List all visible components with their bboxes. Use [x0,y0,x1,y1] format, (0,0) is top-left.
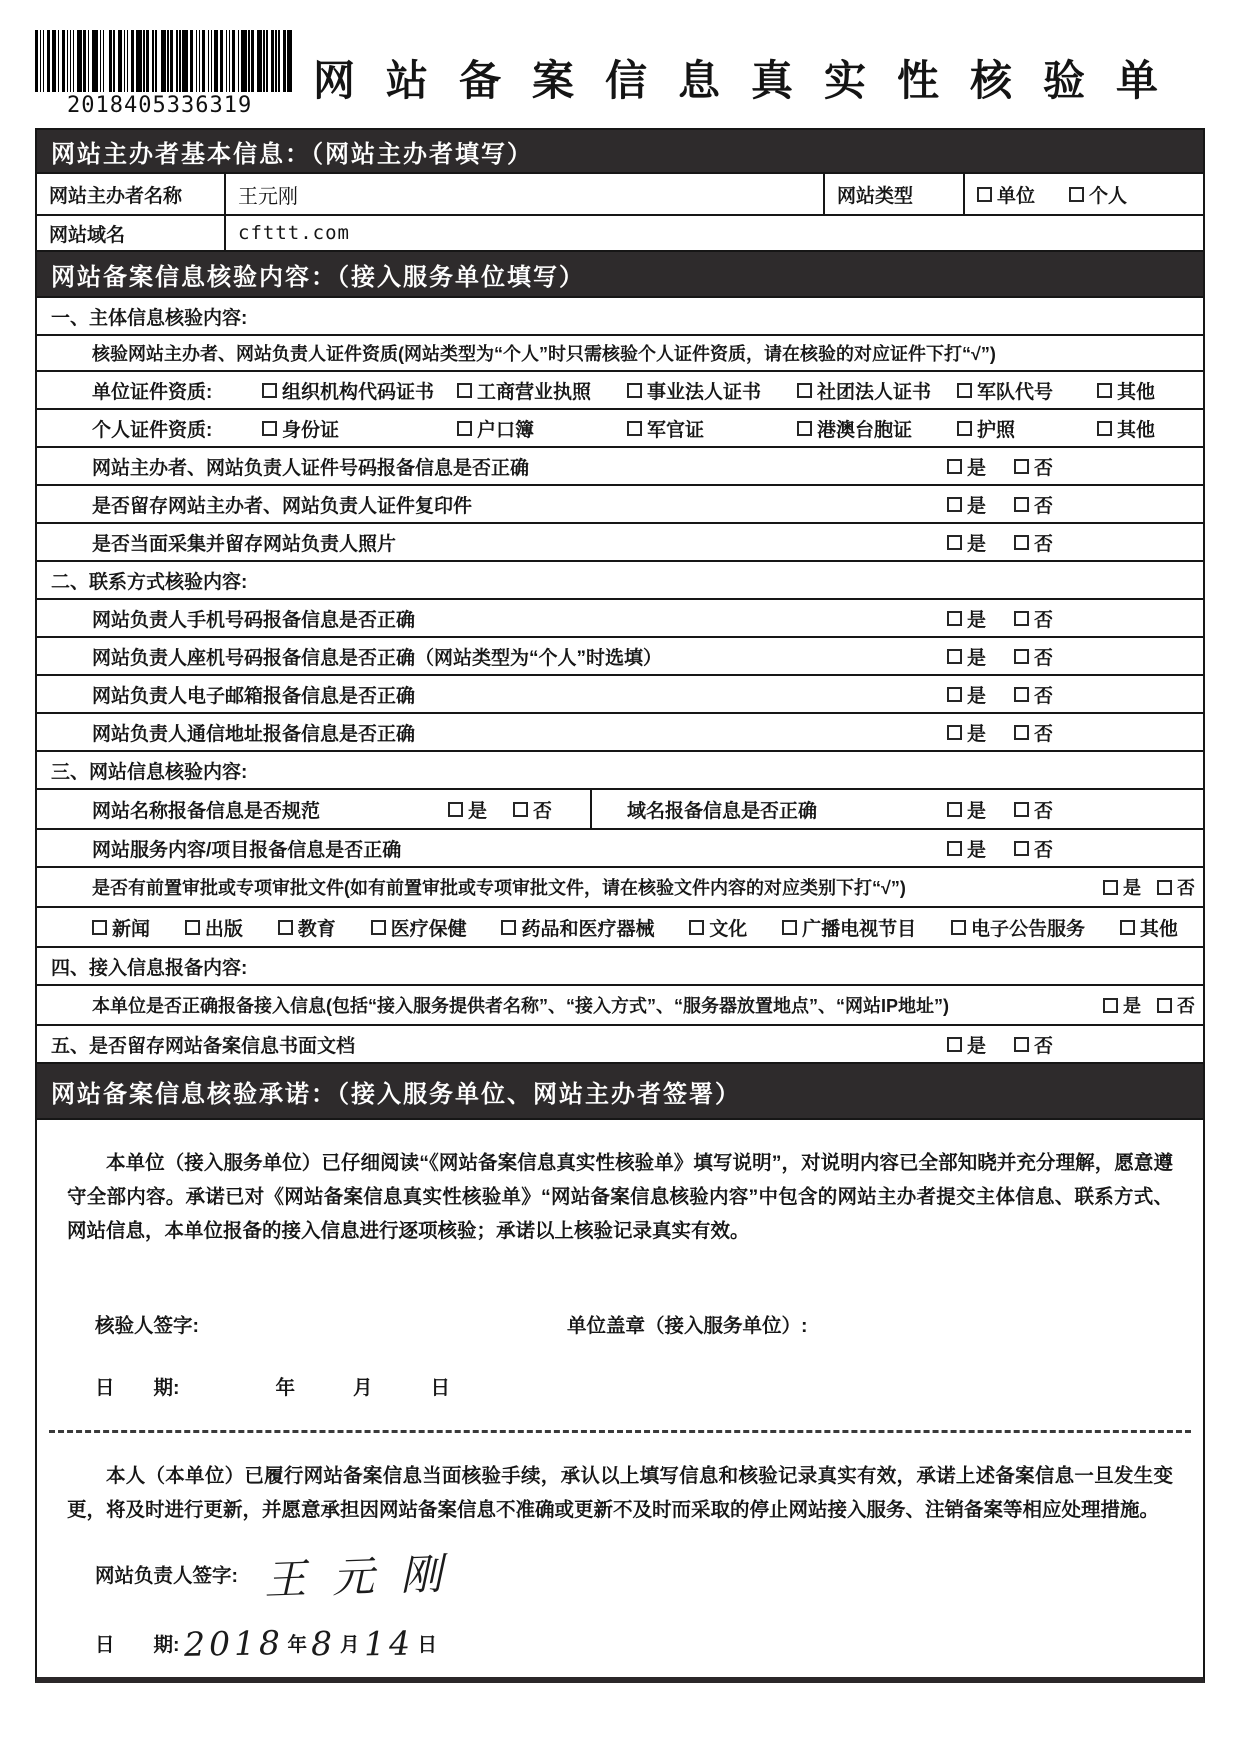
owner-sign-label: 网站负责人签字: [95,1565,238,1587]
checkbox-icon[interactable] [957,383,972,398]
question-domain-correct: 域名报备信息是否正确 是 否 [592,790,1203,828]
subsection-5-question: 五、是否留存网站备案信息书面文档 是 否 [37,1024,1203,1062]
checkbox-site-type-unit[interactable]: 单位 [977,181,1035,208]
checkbox-personal-cert-hukou[interactable]: 户口簿 [457,415,627,442]
question-sitename-domain-row [37,788,1203,828]
question-photo: 是否当面采集并留存网站负责人照片 是 否 [37,522,1203,560]
checkbox-icon[interactable] [513,802,528,817]
yes-no-group [1103,992,1195,1018]
handwritten-year-value[interactable]: 2018 [183,1622,284,1664]
checkbox-icon[interactable] [947,497,962,512]
checkbox-icon[interactable] [1014,687,1029,702]
checkbox-icon[interactable] [947,802,962,817]
checkbox-icon[interactable] [1069,187,1084,202]
checkbox-icon[interactable] [951,920,966,935]
checkbox-cat-drugs-devices[interactable]: 药品和医疗器械 [501,914,654,941]
checkbox-yes[interactable]: 是 [947,1031,986,1058]
checkbox-unit-cert-social-group[interactable]: 社团法人证书 [797,377,957,404]
checkbox-yes[interactable]: 是 [1103,992,1141,1018]
checkbox-icon[interactable] [947,649,962,664]
checkbox-cat-healthcare[interactable]: 医疗保健 [371,914,467,941]
verifier-sign-row [67,1310,1173,1338]
subsection-2-title: 二、联系方式核验内容: [37,560,1203,598]
subsection-4-title: 四、接入信息报备内容: [37,946,1203,984]
yes-no-group [947,643,1053,670]
checkbox-icon[interactable] [797,421,812,436]
form-table [35,128,1205,1683]
handwritten-month-value[interactable]: 8 [310,1623,337,1663]
question-cert-number: 网站主办者、网站负责人证件号码报备信息是否正确 是 否 [37,446,1203,484]
checkbox-no[interactable]: 否 [1014,1031,1053,1058]
checkbox-icon[interactable] [262,383,277,398]
checkbox-icon[interactable] [947,725,962,740]
personal-cert-row [37,408,1203,446]
checkbox-icon[interactable] [371,920,386,935]
checkbox-icon[interactable] [185,920,200,935]
checkbox-yes[interactable]: 是 [947,719,986,746]
verifier-date-row [67,1372,1173,1400]
checkbox-icon[interactable] [501,920,516,935]
checkbox-icon[interactable] [1014,459,1029,474]
checkbox-unit-cert-org-code[interactable]: 组织机构代码证书 [262,377,457,404]
owner-sign-row [67,1541,1173,1607]
approval-category-row [37,906,1203,946]
checkbox-no[interactable]: 否 [1014,491,1053,518]
checkbox-icon[interactable] [1157,998,1172,1013]
commitment-paragraph-1: 本单位（接入服务单位）已仔细阅读“《网站备案信息真实性核验单》填写说明”，对说明内容已全部知晓并充分理解，愿意遵守全部内容。承诺已对《网站备案信息真实性核验单》“网站备案信息核验内容”中包含的网站主办者提交主体信息、联系方式、网站信息，本单位报备的接入信息进行逐项核验；承诺以上核验记录真实有效。 [67,1152,1173,1242]
commitment-section [37,1118,1203,1677]
domain-label: 网站域名 [49,224,126,246]
checkbox-yes[interactable]: 是 [947,529,986,556]
question-pre-approval: 是否有前置审批或专项审批文件(如有前置审批或专项审批文件，请在核验文件内容的对应类别下打“√”) 是 否 [37,866,1203,906]
checkbox-icon[interactable] [957,421,972,436]
checkbox-yes[interactable]: 是 [947,835,986,862]
page-header [35,22,1205,122]
checkbox-yes[interactable]: 是 [947,453,986,480]
checkbox-icon[interactable] [797,383,812,398]
checkbox-icon[interactable] [262,421,277,436]
checkbox-icon[interactable] [1103,880,1118,895]
checkbox-icon[interactable] [782,920,797,935]
barcode-bars-icon [35,30,290,92]
yes-no-group [947,681,1053,708]
yes-no-group [947,491,1053,518]
yes-no-group [448,796,552,823]
checkbox-icon[interactable] [689,920,704,935]
checkbox-icon[interactable] [947,535,962,550]
checkbox-no[interactable]: 否 [1014,605,1053,632]
checkbox-icon[interactable] [1014,649,1029,664]
checkbox-no[interactable]: 否 [1014,719,1053,746]
unit-seal-label: 单位盖章（接入服务单位）: [567,1315,808,1337]
unit-cert-label: 单位证件资质: [92,381,213,403]
owner-signature-handwritten[interactable]: 王元刚 [263,1548,469,1605]
checkbox-icon[interactable] [627,421,642,436]
checkbox-icon[interactable] [1097,383,1112,398]
checkbox-unit-cert-business-license[interactable]: 工商营业执照 [457,377,627,404]
cert-qualification-note: 核验网站主办者、网站负责人证件资质(网站类型为“个人”时只需核验个人证件资质，请在核验的对应证件下打“√”) [37,334,1203,370]
checkbox-icon[interactable] [627,383,642,398]
checkbox-cat-publishing[interactable]: 出版 [185,914,243,941]
checkbox-no[interactable]: 否 [1014,453,1053,480]
checkbox-cat-culture[interactable]: 文化 [689,914,747,941]
year-word: 年 [287,1634,307,1656]
date-label: 日 期: [95,1377,180,1399]
checkbox-yes[interactable]: 是 [448,796,487,823]
checkbox-icon[interactable] [1120,920,1135,935]
question-address: 网站负责人通信地址报备信息是否正确 是 否 [37,712,1203,750]
checkbox-cat-other[interactable]: 其他 [1120,914,1178,941]
checkbox-icon[interactable] [1157,880,1172,895]
checkbox-no[interactable]: 否 [1014,529,1053,556]
year-word: 年 [275,1377,296,1399]
question-access-info: 本单位是否正确报备接入信息(包括“接入服务提供者名称”、“接入方式”、“服务器放置地点”、“网站IP地址”) 是 否 [37,984,1203,1024]
checkbox-icon[interactable] [947,687,962,702]
owner-name-value[interactable]: 王元刚 [224,174,823,214]
question-mobile: 网站负责人手机号码报备信息是否正确 是 否 [37,598,1203,636]
checkbox-yes[interactable]: 是 [947,643,986,670]
checkbox-icon[interactable] [457,383,472,398]
yes-no-group [947,453,1053,480]
section-header-verification: 网站备案信息核验内容：（接入服务单位填写） [37,250,1203,296]
checkbox-no[interactable]: 否 [513,796,552,823]
date-label: 日 期: [95,1634,180,1656]
owner-name-label: 网站主办者名称 [49,185,183,207]
checkbox-yes[interactable]: 是 [947,796,986,823]
checkbox-no[interactable]: 否 [1014,796,1053,823]
barcode-number: 2018405336319 [67,93,253,118]
checkbox-personal-cert-passport[interactable]: 护照 [957,415,1097,442]
yes-no-group [947,835,1053,862]
checkbox-icon[interactable] [947,841,962,856]
checkbox-no[interactable]: 否 [1157,874,1195,900]
checkbox-icon[interactable] [457,421,472,436]
checkbox-icon[interactable] [1014,611,1029,626]
checkbox-yes[interactable]: 是 [947,681,986,708]
checkbox-icon[interactable] [977,187,992,202]
checkbox-icon[interactable] [1014,497,1029,512]
checkbox-no[interactable]: 否 [1014,835,1053,862]
yes-no-group [947,719,1053,746]
checkbox-icon[interactable] [1014,535,1029,550]
domain-row [37,214,1203,250]
checkbox-cat-education[interactable]: 教育 [278,914,336,941]
checkbox-icon[interactable] [947,459,962,474]
checkbox-no[interactable]: 否 [1157,992,1195,1018]
checkbox-cat-bbs[interactable]: 电子公告服务 [951,914,1085,941]
yes-no-group [947,1031,1053,1058]
question-landline: 网站负责人座机号码报备信息是否正确（网站类型为“个人”时选填） 是 否 [37,636,1203,674]
checkbox-yes[interactable]: 是 [947,605,986,632]
section-header-basic-info: 网站主办者基本信息：（网站主办者填写） [37,130,1203,172]
checkbox-site-type-personal[interactable]: 个人 [1069,181,1127,208]
checkbox-unit-cert-institution[interactable]: 事业法人证书 [627,377,797,404]
yes-no-group [947,796,1053,823]
checkbox-yes[interactable]: 是 [947,491,986,518]
checkbox-personal-cert-hmt-pass[interactable]: 港澳台胞证 [797,415,957,442]
checkbox-icon[interactable] [448,802,463,817]
yes-no-group [947,529,1053,556]
owner-name-row [37,172,1203,214]
checkbox-icon[interactable] [1014,725,1029,740]
commitment-paragraph-2: 本人（本单位）已履行网站备案信息当面核验手续，承认以上填写信息和核验记录真实有效，承诺上述备案信息一旦发生变更，将及时进行更新，并愿意承担因网站备案信息不准确或更新不及时而采取的停止网站接入服务、注销备案等相应处理措施。 [67,1465,1173,1521]
checkbox-icon[interactable] [1014,841,1029,856]
subsection-3-title: 三、网站信息核验内容: [37,750,1203,788]
site-type-options [963,174,1203,214]
checkbox-icon[interactable] [1097,421,1112,436]
checkbox-unit-cert-military[interactable]: 军队代号 [957,377,1097,404]
unit-cert-row [37,370,1203,408]
checkbox-icon[interactable] [1014,802,1029,817]
checkbox-icon[interactable] [92,920,107,935]
checkbox-personal-cert-id[interactable]: 身份证 [262,415,457,442]
question-cert-copy: 是否留存网站主办者、网站负责人证件复印件 是 否 [37,484,1203,522]
checkbox-unit-cert-other[interactable]: 其他 [1097,377,1203,404]
yes-no-group [1103,874,1195,900]
checkbox-no[interactable]: 否 [1014,681,1053,708]
domain-value[interactable]: cfttt.com [224,216,1203,250]
checkbox-no[interactable]: 否 [1014,643,1053,670]
checkbox-personal-cert-other[interactable]: 其他 [1097,415,1203,442]
checkbox-icon[interactable] [1014,1037,1029,1052]
checkbox-yes[interactable]: 是 [1103,874,1141,900]
barcode [35,30,290,118]
site-type-label: 网站类型 [823,174,963,214]
checkbox-icon[interactable] [947,1037,962,1052]
checkbox-icon[interactable] [947,611,962,626]
question-email: 网站负责人电子邮箱报备信息是否正确 是 否 [37,674,1203,712]
checkbox-cat-news[interactable]: 新闻 [92,914,150,941]
cut-line [49,1430,1191,1433]
day-word: 日 [430,1377,451,1399]
verifier-sign-label: 核验人签字: [95,1315,199,1337]
question-site-name: 网站名称报备信息是否规范 是 否 [37,790,592,828]
personal-cert-label: 个人证件资质: [92,419,213,441]
checkbox-personal-cert-military-officer[interactable]: 军官证 [627,415,797,442]
handwritten-day-value[interactable]: 14 [363,1623,414,1663]
month-word: 月 [340,1634,360,1656]
subsection-1-title: 一、主体信息核验内容: [37,296,1203,334]
month-word: 月 [353,1377,373,1399]
day-word: 日 [417,1634,438,1656]
page-title: 网站备案信息真实性核验单 [313,57,1190,104]
checkbox-icon[interactable] [1103,998,1118,1013]
question-service-content: 网站服务内容/项目报备信息是否正确 是 否 [37,828,1203,866]
checkbox-cat-broadcast[interactable]: 广播电视节目 [782,914,916,941]
section-header-commitment: 网站备案信息核验承诺：（接入服务单位、网站主办者签署） [37,1062,1203,1118]
owner-date-row [67,1615,1173,1671]
checkbox-icon[interactable] [278,920,293,935]
yes-no-group [947,605,1053,632]
